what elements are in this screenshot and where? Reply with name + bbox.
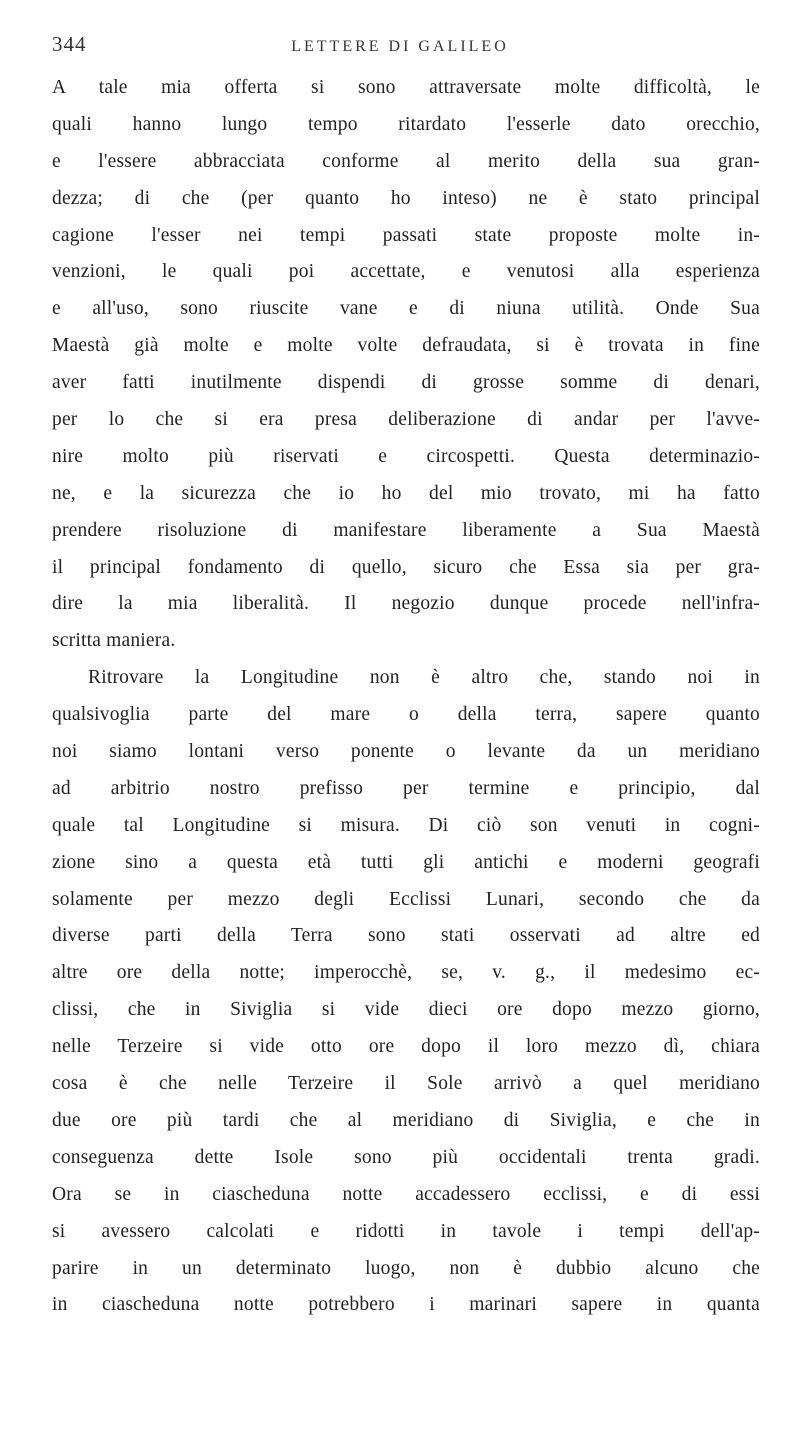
text-line: due ore più tardi che al meridiano di Siviglia, e che in xyxy=(52,1109,760,1131)
text-line: nire molto più riservati e circospetti. Questa determinazio- xyxy=(52,445,760,467)
text-line: ne, e la sicurezza che io ho del mio trovato, mi ha fatto xyxy=(52,482,760,504)
text-line: dezza; di che (per quanto ho inteso) ne è stato principal xyxy=(52,187,760,209)
text-line: e l'essere abbracciata conforme al merito della sua gran- xyxy=(52,150,760,172)
text-line: quali hanno lungo tempo ritardato l'esserle dato orecchio, xyxy=(52,113,760,135)
text-line: parire in un determinato luogo, non è dubbio alcuno che xyxy=(52,1257,760,1279)
text-line: solamente per mezzo degli Ecclissi Lunari, secondo che da xyxy=(52,888,760,910)
paragraph-2 xyxy=(52,660,760,1324)
text-line: venzioni, le quali poi accettate, e venutosi alla esperienza xyxy=(52,261,760,283)
text-line: in ciascheduna notte potrebbero i marinari sapere in quanta xyxy=(52,1294,760,1316)
text-line: altre ore della notte; imperocchè, se, v. g., il medesimo ec- xyxy=(52,962,760,984)
text-line: qualsivoglia parte del mare o della terra, sapere quanto xyxy=(52,704,760,726)
text-line: zione sino a questa età tutti gli antichi e moderni geografi xyxy=(52,851,760,873)
text-line: cosa è che nelle Terzeire il Sole arrivò a quel meridiano xyxy=(52,1073,760,1095)
text-line: e all'uso, sono riuscite vane e di niuna utilità. Onde Sua xyxy=(52,298,760,320)
text-line: noi siamo lontani verso ponente o levante da un meridiano xyxy=(52,741,760,763)
text-line: si avessero calcolati e ridotti in tavole i tempi dell'ap- xyxy=(52,1220,760,1242)
text-line: il principal fondamento di quello, sicuro che Essa sia per gra- xyxy=(52,556,760,578)
text-line: nelle Terzeire si vide otto ore dopo il loro mezzo dì, chiara xyxy=(52,1036,760,1058)
text-line: prendere risoluzione di manifestare liberamente a Sua Maestà xyxy=(52,519,760,541)
text-line: scritta maniera. xyxy=(52,630,176,652)
page-number: 344 xyxy=(52,32,87,56)
paragraph-1 xyxy=(52,70,760,660)
text-line: aver fatti inutilmente dispendi di grosse somme di denari, xyxy=(52,372,760,394)
text-line: conseguenza dette Isole sono più occidentali trenta gradi. xyxy=(52,1146,760,1168)
text-line: Ritrovare la Longitudine non è altro che, stando noi in xyxy=(88,667,760,689)
text-line: Maestà già molte e molte volte defraudata, si è trovata in fine xyxy=(52,335,760,357)
running-head: LETTERE DI GALILEO xyxy=(291,38,509,55)
text-line: Ora se in ciascheduna notte accadessero ecclissi, e di essi xyxy=(52,1183,760,1205)
body-text xyxy=(52,70,760,1324)
text-line: A tale mia offerta si sono attraversate molte difficoltà, le xyxy=(52,77,760,98)
text-line: per lo che si era presa deliberazione di andar per l'avve- xyxy=(52,409,760,431)
text-line: ad arbitrio nostro prefisso per termine e principio, dal xyxy=(52,777,760,799)
text-line: diverse parti della Terra sono stati osservati ad altre ed xyxy=(52,925,760,947)
text-line: quale tal Longitudine si misura. Di ciò son venuti in cogni- xyxy=(52,814,760,836)
text-line: cagione l'esser nei tempi passati state proposte molte in- xyxy=(52,224,760,246)
text-line: clissi, che in Siviglia si vide dieci ore dopo mezzo giorno, xyxy=(52,999,760,1021)
text-line: dire la mia liberalità. Il negozio dunque procede nell'infra- xyxy=(52,593,760,615)
